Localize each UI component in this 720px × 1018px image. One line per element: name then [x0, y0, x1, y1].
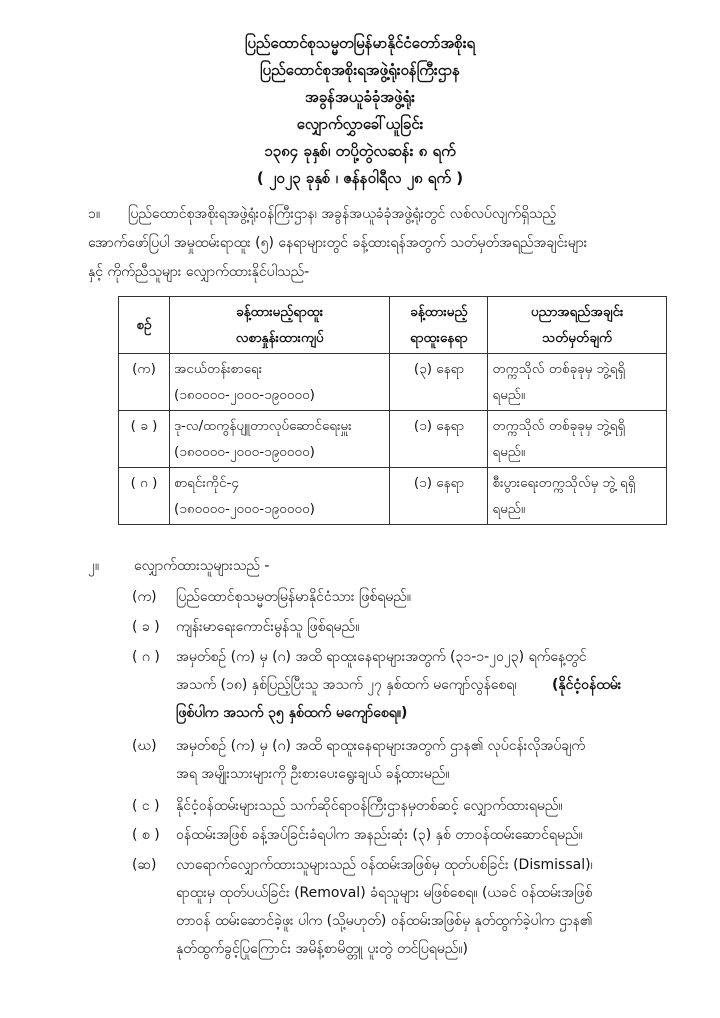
row-count: (၃) နေရာ	[390, 354, 488, 411]
header-gregorian-date: ( ၂၀၂၃ ခုနှစ် ၊ ဇန်နဝါရီလ ၂၈ ရက် )	[256, 169, 464, 187]
row-count: (၁) နေရာ	[390, 468, 488, 525]
header-no-label: စဉ်	[136, 317, 152, 333]
post-salary: (၁၈၀၀၀၀-၂၀၀၀-၁၉၀၀၀၀)	[174, 501, 315, 517]
item-text: အမှတ်စဉ် (က) မှ (ဂ) အထိ ရာထူးနေရာများအတွက် ဌာန၏ လုပ်ငန်းလိုအပ်ချက်	[176, 738, 586, 754]
list-item	[132, 793, 677, 821]
para2-number: ၂။	[88, 558, 100, 574]
list-item	[132, 733, 677, 789]
header-ministry: ပြည်ထောင်စုအစိုးရအဖွဲ့ရုံးဝန်ကြီးဌာန	[260, 61, 460, 79]
item-marker: ( ခ )	[132, 619, 160, 635]
table-row	[119, 468, 667, 525]
list-item	[132, 822, 677, 850]
header-office: အခွန်အယူခံခုံအဖွဲ့ရုံး	[305, 88, 415, 106]
table-row	[119, 354, 667, 411]
header-qual-label-2: သတ်မှတ်ချက်	[542, 330, 613, 346]
header-no	[119, 297, 170, 354]
qualification-text-2: ရမည်။	[492, 501, 526, 517]
qualification-text: စီးပွားရေးတက္ကသိုလ်မှ ဘွဲ့ ရရှိ	[492, 475, 636, 491]
header-salary-label: လစာနှုန်းထားကျပ်	[235, 330, 324, 346]
table-row	[119, 411, 667, 468]
header-post-label: ခန့်ထားမည့်ရာထူး	[236, 304, 324, 320]
row-qualification	[488, 411, 667, 468]
item-text: တာဝန် ထမ်းဆောင်ခဲ့ဖူး ပါက (သို့မဟုတ်) ဝန်ထမ်းအဖြစ်မှ နုတ်ထွက်ခဲ့ပါက ဌာန၏	[176, 913, 593, 929]
item-text: နိုင်ငံ့ဝန်ထမ်းများသည် သက်ဆိုင်ရာဝန်ကြီးဌာနမှတစ်ဆင့် လျှောက်ထားရမည်။	[176, 798, 563, 814]
item-marker: (က)	[132, 589, 157, 605]
para1-line: နှင့် ကိုက်ညီသူများ လျှောက်ထားနိုင်ပါသည်-	[88, 264, 310, 280]
post-salary: (၁၈၀၀၀၀-၂၀၀၀-၁၉၀၀၀၀)	[174, 444, 315, 460]
item-text: ကျန်းမာရေးကောင်းမွန်သူ ဖြစ်ရမည်။	[176, 619, 360, 635]
list-item	[132, 584, 672, 612]
row-post	[170, 354, 390, 411]
row-no: ( ခ )	[119, 411, 170, 468]
post-name: ဒု-လ/ထကွန်ပျူတာလုပ်ဆောင်ရေးမှူး	[174, 418, 352, 434]
item-marker: ( င )	[132, 798, 160, 814]
item-marker: (ဃ)	[132, 738, 157, 754]
item-text: နုတ်ထွက်ခွင့်ပြုကြောင်း အမိန့်စာမိတ္တူ ပူးတွဲ တင်ပြရမည်။)	[176, 941, 468, 957]
row-qualification	[488, 468, 667, 525]
list-item	[132, 614, 672, 642]
para1-number: ၁။	[88, 206, 101, 222]
header-count-label: ခန့်ထားမည့်	[410, 304, 468, 320]
para1-line: အောက်ဖော်ပြပါ အမှုထမ်းရာထူး (၅) နေရာများတွင် ခန့်ထားရန်အတွက် သတ်မှတ်အရည်အချင်းများ	[88, 235, 588, 251]
header-qual-label: ပညာအရည်အချင်း	[530, 304, 624, 320]
item-text: ရာထူးမှ ထုတ်ပယ်ခြင်း (Removal) ခံရသူများ မဖြစ်စေရ။ (ယခင် ဝန်ထမ်းအဖြစ်	[176, 885, 593, 901]
para1-line: ပြည်ထောင်စုအစိုးရအဖွဲ့ရုံးဝန်ကြီးဌာန၊ အခွန်အယူခံခုံအဖွဲ့ရုံးတွင် လစ်လပ်လျက်ရှိသည့်	[128, 206, 557, 222]
header-government: ပြည်ထောင်စုသမ္မတမြန်မာနိုင်ငံတော်အစိုးရ	[244, 34, 476, 52]
list-item	[132, 852, 677, 964]
list-item	[132, 644, 677, 728]
para2-intro: လျှောက်ထားသူများသည် -	[134, 558, 270, 574]
row-post	[170, 468, 390, 525]
item-text: ဝန်ထမ်းအဖြစ် ခန့်အပ်ခြင်းခံရပါက အနည်းဆုံး (၃) နှစ် တာဝန်ထမ်းဆောင်ရမည်။	[176, 827, 583, 843]
item-text: အမှတ်စဉ် (က) မှ (ဂ) အထိ ရာထူးနေရာများအတွက် (၃၁-၁-၂၀၂၃) ရက်နေ့တွင်	[176, 649, 587, 665]
item-marker: ( ဂ )	[132, 649, 160, 665]
vacancy-table	[118, 296, 667, 525]
qualification-text-2: ရမည်။	[492, 387, 526, 403]
item-text: အရ အမျိုးသားများကို ဦးစားပေးရွေးချယ် ခန့်ထားမည်။	[176, 766, 450, 782]
header-count-label-2: ရာထူးနေရာ	[410, 330, 468, 346]
table-header-row	[119, 297, 667, 354]
header-post	[170, 297, 390, 354]
item-text-bold: ဖြစ်ပါက အသက် ၃၅ နှစ်ထက် မကျော်စေရ။)	[176, 705, 408, 721]
row-no: ( ဂ )	[119, 468, 170, 525]
qualification-text: တက္ကသိုလ် တစ်ခုခုမှ ဘွဲ့ရရှိ	[492, 361, 626, 377]
qualification-text-2: ရမည်။	[492, 444, 526, 460]
header-count	[390, 297, 488, 354]
header-title: လျှောက်လွှာခေါ်ယူခြင်း	[296, 115, 424, 133]
item-marker: (ဆ)	[132, 857, 157, 873]
row-no: (က)	[119, 354, 170, 411]
post-salary: (၁၈၀၀၀၀-၂၀၀၀-၁၉၀၀၀၀)	[174, 387, 315, 403]
row-post	[170, 411, 390, 468]
item-text: လာရောက်လျှောက်ထားသူများသည် ဝန်ထမ်းအဖြစ်မှ ထုတ်ပစ်ခြင်း (Dismissal)၊	[176, 857, 593, 873]
row-qualification	[488, 354, 667, 411]
header-qualification	[488, 297, 667, 354]
row-count: (၁) နေရာ	[390, 411, 488, 468]
header-myanmar-date: ၁၃၈၄ ခုနှစ်၊ တပို့တွဲလဆန်း ၈ ရက်	[264, 142, 456, 160]
item-text-bold: (နိုင်ငံ့ဝန်ထမ်း	[552, 677, 622, 693]
qualification-text: တက္ကသိုလ် တစ်ခုခုမှ ဘွဲ့ရရှိ	[492, 418, 626, 434]
item-text: အသက် (၁၈) နှစ်ပြည့်ပြီးသူ အသက် ၂၇ နှစ်ထက် မကျော်လွန်စေရ၊	[176, 677, 517, 693]
post-name: စာရင်းကိုင်-၄	[174, 475, 239, 491]
item-marker: ( စ )	[132, 827, 160, 843]
item-text: ပြည်ထောင်စုသမ္မတမြန်မာနိုင်ငံသား ဖြစ်ရမည်။	[176, 589, 412, 605]
post-name: အငယ်တန်းစာရေး	[174, 361, 263, 377]
